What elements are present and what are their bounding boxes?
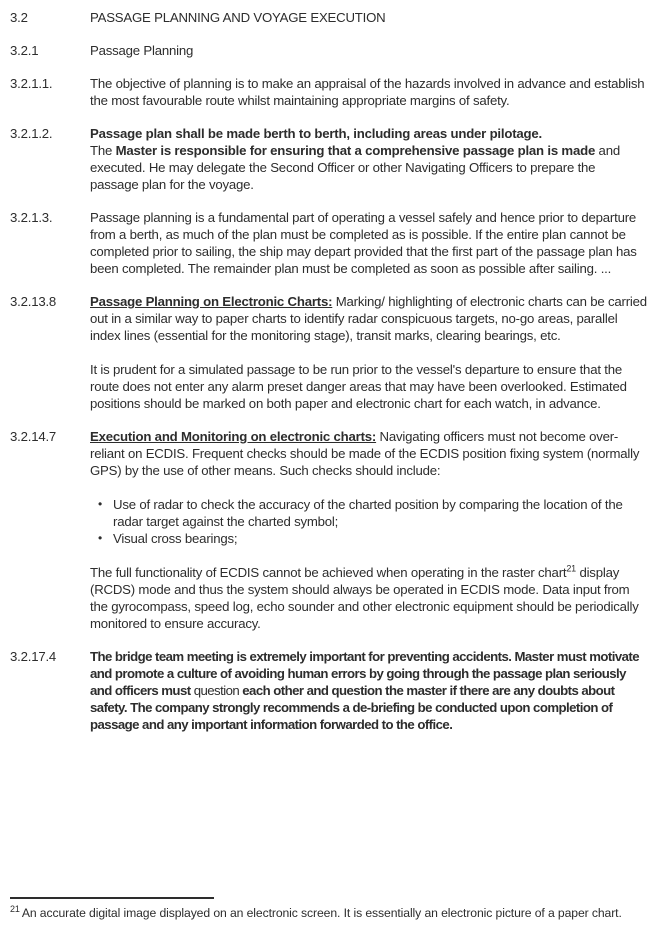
section-number: 3.2.13.8 [10,294,57,309]
footnote-text: An accurate digital image displayed on an electronic screen. It is essentially an electronic picture of a paper chart. [21,906,622,920]
section-number: 3.2 [10,10,28,25]
section-number: 3.2.1 [10,43,39,58]
paragraph [90,75,647,109]
text-run: The bridge team meeting is extremely important for preventing accidents. Master must motivate and promote a culture of avoiding human errors by going through the passage plan seriously and officers must [90,649,640,698]
text-run: Execution and Monitoring on electronic charts: [90,429,377,444]
section-content [90,293,647,412]
text-run: 21 [566,563,576,574]
text-run: Visual cross bearings; [113,531,238,546]
section-number: 3.2.14.7 [10,429,57,444]
bullet-item [96,496,647,530]
section-content [90,125,647,193]
section-3.2.1.3 [10,209,647,277]
text-run: It is prudent for a simulated passage to be run prior to the vessel's departure to ensure that the route does not enter any alarm preset danger areas that may have been overlooked. Estimated positions should be marked on both paper and electronic chart for each watch, in advance. [90,362,627,411]
text-run: Passage Planning [90,43,194,58]
section-content [90,42,647,59]
paragraph [90,361,647,412]
section-number: 3.2.1.1. [10,76,53,91]
section-3.2 [10,9,647,26]
text-run: question [193,683,240,698]
text-run: Master is responsible for ensuring that a comprehensive passage plan is made [115,143,596,158]
paragraph [90,209,647,277]
section-content [90,9,647,26]
section-number: 3.2.1.2. [10,126,53,141]
text-run: each other and question the master if there are any doubts about safety. The company strongly recommends a de-briefing be conducted upon completion of passage and any important information forwarded to the office. [90,683,615,732]
footnote [10,897,645,921]
paragraph [90,428,647,479]
section-3.2.1 [10,42,647,59]
text-run: display (RCDS) mode and thus the system should always be operated in ECDIS mode. Data input from the gyrocompass, speed log, echo sounder and other electronic equipment should be periodically monitored to ensure accuracy. [90,565,639,631]
footnote-divider [10,897,214,899]
paragraph [90,9,647,26]
section-3.2.1.1 [10,75,647,109]
text-run: and executed. He may delegate the Second Officer or other Navigating Officers to prepare the passage plan for the voyage. [90,143,620,192]
section-3.2.1.2 [10,125,647,193]
text-run: Marking/ highlighting of electronic charts can be carried out in a similar way to paper charts to identify radar conspicuous targets, no-go areas, parallel index lines (essential for the monitoring stage), transit marks, clearing bearings, etc. [90,294,647,343]
bullet-item [96,530,647,547]
section-3.2.14.7 [10,428,647,632]
bullet-list [90,496,647,547]
section-number: 3.2.17.4 [10,649,57,664]
footnote-text-block [10,905,645,921]
section-content [90,209,647,277]
text-run: The full functionality of ECDIS cannot be achieved when operating in the raster chart [90,565,567,580]
section-content [90,648,647,733]
paragraph [90,648,647,733]
section-number: 3.2.1.3. [10,210,53,225]
paragraph [90,564,647,632]
text-run: The [90,143,116,158]
paragraph [90,42,647,59]
section-3.2.17.4 [10,648,647,733]
section-content [90,75,647,109]
text-run: Passage planning is a fundamental part of operating a vessel safely and hence prior to departure from a berth, as much of the plan must be completed as is possible. If the entire plan cannot be completed prior to sailing, the ship may depart provided that the first part of the passage plan has been completed. The remainder plan must be completed as soon as possible after sailing. ... [90,210,637,276]
text-run: PASSAGE PLANNING AND VOYAGE EXECUTION [90,10,386,25]
text-run: Use of radar to check the accuracy of the charted position by comparing the location of the radar target against the charted symbol; [113,497,623,529]
text-run: Navigating officers must not become over-reliant on ECDIS. Frequent checks should be made of the ECDIS position fixing system (normally GPS) by the use of other means. Such checks should include: [90,429,640,478]
paragraph [90,293,647,344]
text-run: Passage plan shall be made berth to berth, including areas under pilotage. [90,126,542,141]
paragraph [90,125,647,193]
text-run: The objective of planning is to make an appraisal of the hazards involved in advance and establish the most favourable route whilst maintaining appropriate margins of safety. [90,76,645,108]
text-run: Passage Planning on Electronic Charts: [90,294,333,309]
section-3.2.13.8 [10,293,647,412]
section-content [90,428,647,632]
footnote-marker: 21 [10,903,20,914]
document-body [10,9,647,749]
